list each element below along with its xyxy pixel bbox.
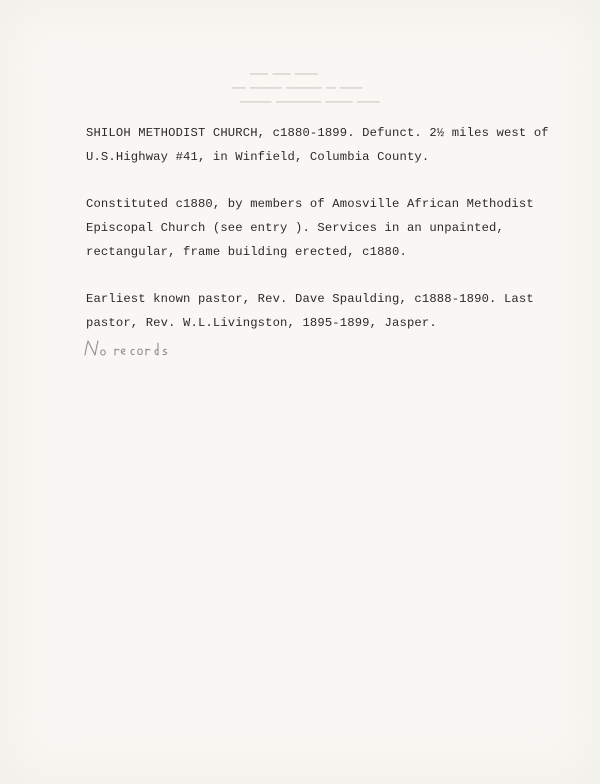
paragraph-2-line-1: Constituted c1880, by members of Amosville African Methodist	[86, 197, 534, 211]
paragraph-2-line-2: Episcopal Church (see entry ). Services in an unpainted,	[86, 221, 504, 235]
paragraph-3-line-1: Earliest known pastor, Rev. Dave Spaulding, c1888-1890. Last	[86, 292, 534, 306]
bleed-through-mark: ▬▬▬▬ ▬▬▬▬ ▬▬▬▬▬	[250, 70, 318, 78]
bleed-through-mark: ▬▬▬▬▬▬▬ ▬▬▬▬▬▬▬▬▬▬ ▬▬▬▬▬▬ ▬▬▬▬▬	[240, 98, 380, 106]
handwritten-note-no-records	[82, 334, 186, 362]
paragraph-2-line-3: rectangular, frame building erected, c1880.	[86, 245, 407, 259]
paragraph-1-line-1: SHILOH METHODIST CHURCH, c1880-1899. Defunct. 2½ miles west of	[86, 126, 549, 140]
paragraph-1-line-2: U.S.Highway #41, in Winfield, Columbia County.	[86, 150, 430, 164]
paragraph-3-line-2: pastor, Rev. W.L.Livingston, 1895-1899, Jasper.	[86, 316, 437, 330]
bleed-through-mark: ▬▬▬ ▬▬▬▬▬▬▬ ▬▬▬▬▬▬▬▬ ▬▬ ▬▬▬▬▬	[232, 84, 363, 92]
